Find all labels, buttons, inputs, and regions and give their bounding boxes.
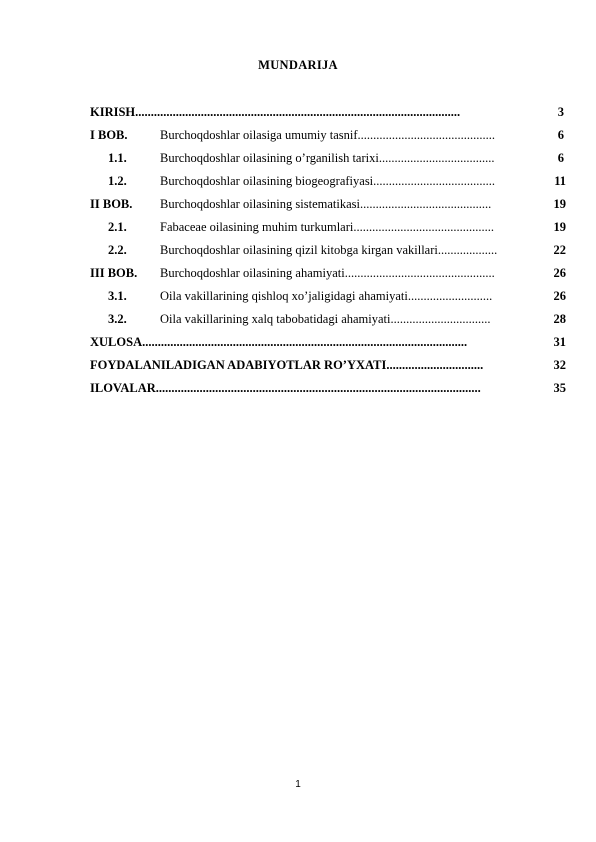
toc-page-number: 6	[557, 151, 564, 165]
toc-entry-label: Oila vakillarining xalq tabobatidagi ahamiyati................................	[160, 312, 491, 326]
toc-page-number: 26	[553, 266, 566, 280]
toc-entry-label: Burchoqdoshlar oilasiga umumiy tasnif............................................	[160, 128, 496, 142]
toc-chapter-number: II BOB.	[90, 197, 133, 211]
toc-entry-label: FOYDALANILADIGAN ADABIYOTLAR RO’YXATI...............................	[90, 358, 484, 372]
toc-section-number: 2.1.	[108, 220, 127, 234]
toc-entry-label: Burchoqdoshlar oilasining sistematikasi..........................................	[160, 197, 492, 211]
toc-entry-section-3-1[interactable]	[90, 285, 570, 308]
toc-page-number: 6	[557, 128, 564, 142]
toc-page-number: 31	[553, 335, 566, 349]
toc-section-number: 3.1.	[108, 289, 127, 303]
toc-page-number: 19	[553, 220, 566, 234]
toc-page-number: 19	[553, 197, 566, 211]
toc-entry-section-2-1[interactable]	[90, 216, 570, 239]
toc-entry-label: KIRISH........................................................................................................	[90, 105, 461, 119]
toc-page-number: 11	[554, 174, 566, 188]
toc-title: MUNDARIJA	[258, 58, 338, 72]
toc-entry-references[interactable]	[90, 354, 570, 377]
toc-entry-label: Burchoqdoshlar oilasining o’rganilish tarixi.....................................	[160, 151, 495, 165]
toc-entry-kirish[interactable]	[90, 101, 570, 124]
toc-entry-label: Fabaceae oilasining muhim turkumlari.............................................	[160, 220, 494, 234]
toc-chapter-number: I BOB.	[90, 128, 128, 142]
toc-entry-chapter-1[interactable]	[90, 124, 570, 147]
toc-entry-label: Burchoqdoshlar oilasining qizil kitobga kirgan vakillari...................	[160, 243, 498, 257]
toc-entry-label: Oila vakillarining qishloq xo’jaligidagi ahamiyati...........................	[160, 289, 493, 303]
toc-entry-label: Burchoqdoshlar oilasining ahamiyati................................................	[160, 266, 495, 280]
toc-entry-label: Burchoqdoshlar oilasining biogeografiyasi.......................................	[160, 174, 496, 188]
toc-section-number: 1.2.	[108, 174, 127, 188]
toc-section-number: 2.2.	[108, 243, 127, 257]
toc-entry-ilovalar[interactable]	[90, 377, 570, 400]
toc-entry-label: XULOSA........................................................................................................	[90, 335, 468, 349]
toc-page-number: 35	[553, 381, 566, 395]
toc-page-number: 22	[553, 243, 566, 257]
toc-entry-section-1-2[interactable]	[90, 170, 570, 193]
toc-chapter-number: III BOB.	[90, 266, 138, 280]
toc-entry-chapter-3[interactable]	[90, 262, 570, 285]
toc-page-number: 26	[553, 289, 566, 303]
toc-entry-section-1-1[interactable]	[90, 147, 570, 170]
toc-page-number: 32	[553, 358, 566, 372]
toc-section-number: 3.2.	[108, 312, 127, 326]
toc-entry-xulosa[interactable]	[90, 331, 570, 354]
toc-entry-label: ILOVALAR........................................................................................................	[90, 381, 481, 395]
toc-page-number: 28	[553, 312, 566, 326]
table-of-contents	[90, 101, 570, 400]
toc-entry-chapter-2[interactable]	[90, 193, 570, 216]
toc-entry-section-2-2[interactable]	[90, 239, 570, 262]
toc-entry-section-3-2[interactable]	[90, 308, 570, 331]
toc-page-number: 3	[557, 105, 564, 119]
toc-section-number: 1.1.	[108, 151, 127, 165]
page-number-footer: 1	[295, 779, 301, 790]
